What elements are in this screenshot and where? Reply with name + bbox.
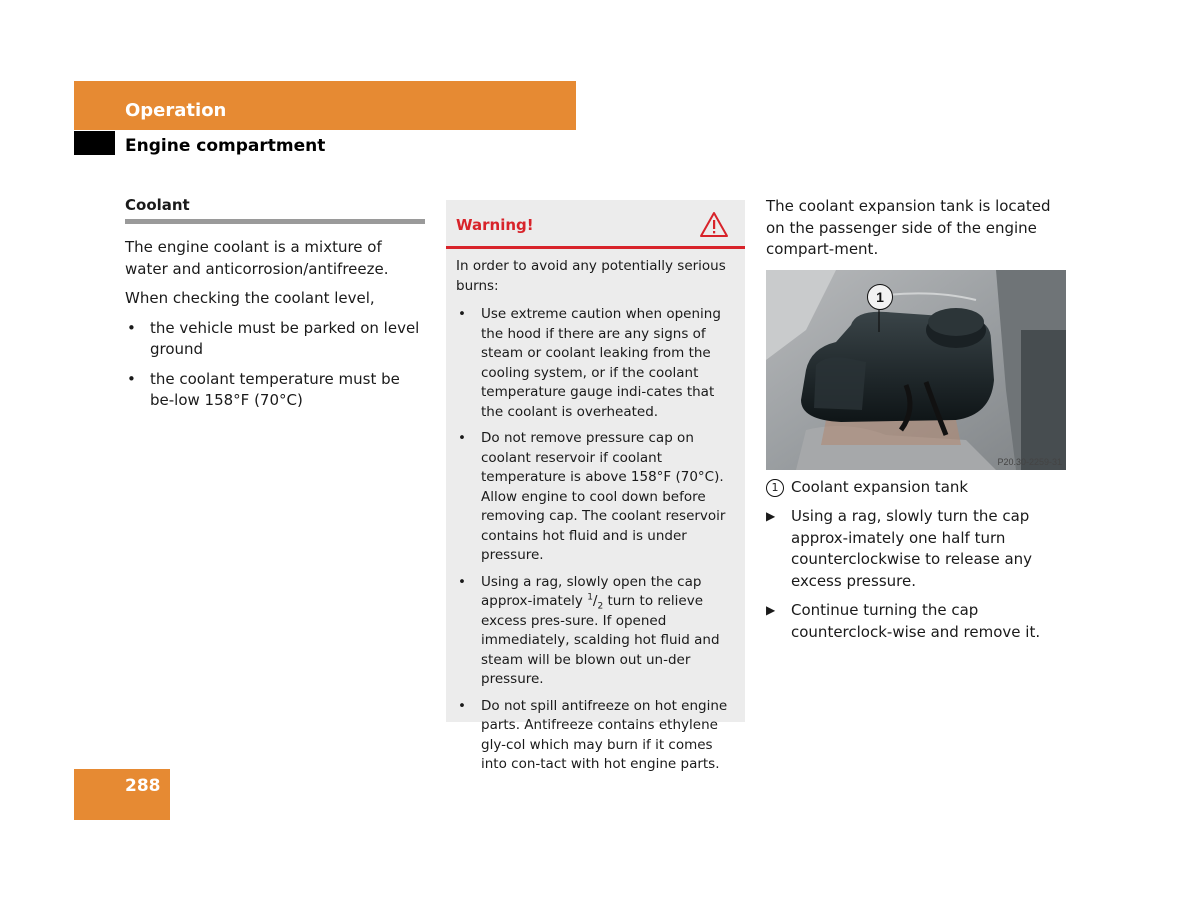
image-code: P20.30-2259-31 <box>997 456 1062 467</box>
bullet-icon: • <box>458 430 466 446</box>
bullet-icon: • <box>127 369 136 388</box>
caption-number: 1 <box>766 479 784 497</box>
list-item-text: Do not spill antifreeze on hot engine parts. Antifreeze contains ethylene gly-col which may burn if it comes into con-tact with hot engine parts. <box>481 697 728 772</box>
conditions-list <box>125 318 425 412</box>
list-item <box>766 600 1066 643</box>
list-item-text: Using a rag, slowly open the cap approx-imately $^1/_2$ turn to relieve excess pres-sure. If opened immediately, scalding hot fluid and steam will be blown out un-der pressure. <box>481 573 720 687</box>
list-item-text: Use extreme caution when opening the hood if there are any signs of steam or coolant leaking from the cooling system, or if the coolant temperature gauge indi-cates that the coolant is overheated. <box>481 306 721 420</box>
list-item-text: Continue turning the cap counterclock-wise and remove it. <box>791 601 1041 641</box>
coolant-column <box>125 196 425 412</box>
engine-photo-illustration <box>766 270 1066 470</box>
list-item <box>125 369 425 412</box>
text-segment: Using a rag, slowly open the cap approx-imately <box>481 573 702 609</box>
step-arrow-icon: ▶ <box>766 603 776 617</box>
callout-number: 1 <box>867 284 893 310</box>
step-arrow-icon: ▶ <box>766 509 776 523</box>
check-intro: When checking the coolant level, <box>125 289 375 307</box>
bullet-icon: • <box>127 318 136 337</box>
warning-list <box>456 305 735 775</box>
coolant-heading: Coolant <box>125 196 425 224</box>
list-item-text: Do not remove pressure cap on coolant reservoir if coolant temperature is above 158°F (70°C). Allow engine to cool down before removing cap. The coolant reservoir contains hot fluid and is under pressure. <box>481 430 726 563</box>
bullet-icon: • <box>458 306 466 322</box>
list-item-text: Using a rag, slowly turn the cap approx-imately one half turn counterclockwise to release any excess pressure. <box>791 507 1033 590</box>
photo-caption <box>766 477 1066 499</box>
bullet-icon: • <box>458 697 466 714</box>
warning-body <box>446 249 745 775</box>
warning-triangle-icon <box>699 211 729 238</box>
warning-header <box>446 200 745 249</box>
page-number: 288 <box>125 776 161 796</box>
fraction-numerator: 1 <box>587 592 593 603</box>
location-text: The coolant expansion tank is located on the passenger side of the engine compart-ment. <box>766 197 1051 258</box>
list-item <box>766 506 1066 592</box>
coolant-tank-photo <box>766 270 1066 470</box>
right-column <box>766 196 1066 643</box>
caption-text: Coolant expansion tank <box>791 477 969 496</box>
list-item-text: the coolant temperature must be be-low 158°F (70°C) <box>150 369 400 409</box>
list-item <box>125 318 425 361</box>
list-item <box>456 573 735 690</box>
warning-intro: In order to avoid any potentially serious burns: <box>456 258 726 294</box>
coolant-intro: The engine coolant is a mixture of water and anticorrosion/antifreeze. <box>125 238 389 278</box>
steps-list <box>766 506 1066 643</box>
bullet-icon: • <box>458 573 466 590</box>
subsection-title: Engine compartment <box>125 136 326 156</box>
section-title: Operation <box>125 100 227 121</box>
list-item <box>456 429 735 566</box>
list-item <box>456 305 735 422</box>
subsection-marker <box>74 131 115 155</box>
list-item <box>456 697 735 775</box>
warning-box <box>446 200 745 772</box>
text-segment: turn to relieve excess pres-sure. If opened immediately, scalding hot fluid and steam will be blown out un-der pressure. <box>481 593 720 687</box>
fraction-denominator: 2 <box>597 601 604 612</box>
warning-title: Warning! <box>456 216 534 234</box>
list-item-text: the vehicle must be parked on level ground <box>150 318 420 358</box>
